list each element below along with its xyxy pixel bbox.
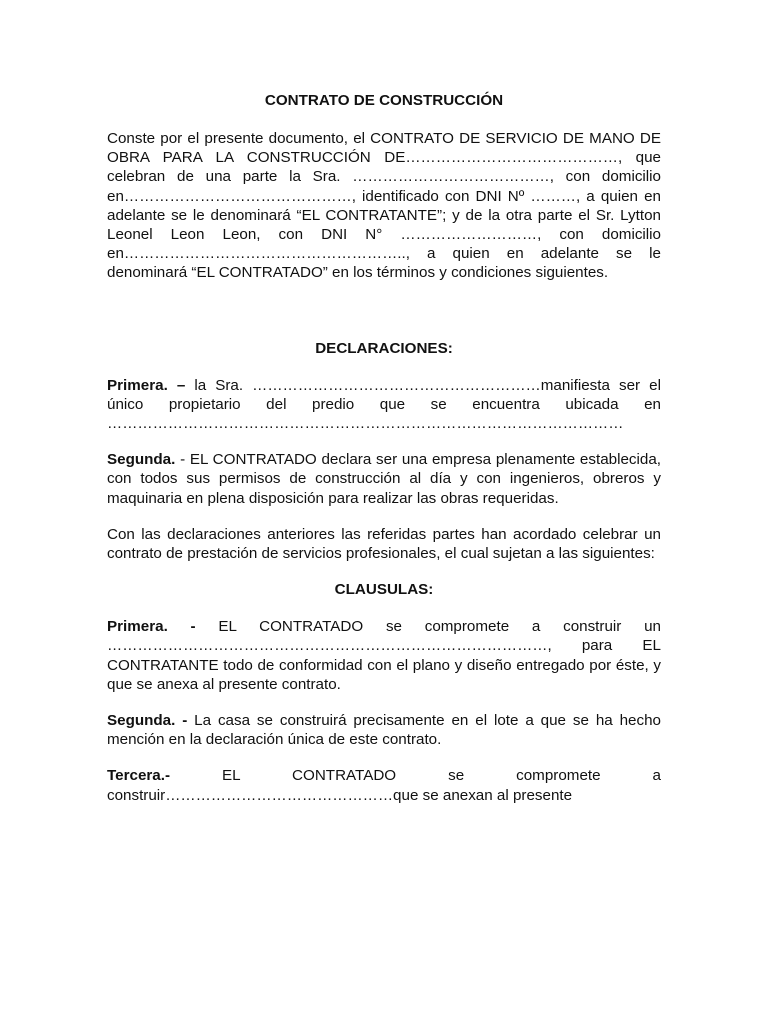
- clause-second-label: Segunda. -: [107, 712, 188, 730]
- declaration-first-text: la Sra. …………………………………………………manifiesta ser el único propietario del predio que se encuentra ubicada en …………………………………………………………………………………………: [107, 376, 661, 433]
- intro-paragraph: Conste por el presente documento, el CONTRATO DE SERVICIO DE MANO DE OBRA PARA LA CONSTRUCCIÓN DE……………………………………, que celebran de una parte la Sra. …………………………………, con domicilio en………………………………………, identificado con DNI Nº ………, a quien en adelante se le denominará “EL CONTRATANTE”; y de la otra parte el Sr. Lytton Leonel Leon Leon, con DNI N° ………………………, con domicilio en……………………………………………….., a quien en adelante se le denominará “EL CONTRATADO” en los términos y condiciones siguientes.: [107, 130, 661, 282]
- declaration-second-text: - EL CONTRATADO declara ser una empresa plenamente establecida, con todos sus permisos de construcción al día y con ingenieros, obreros y maquinaria en plena disposición para realizar las obras requeridas.: [107, 451, 661, 507]
- declaration-first-label: Primera. –: [107, 376, 186, 394]
- clause-second-text: La casa se construirá precisamente en el lote a que se ha hecho mención en la declaración única de este contrato.: [107, 712, 661, 749]
- declaration-first: [107, 376, 661, 434]
- clause-first: [107, 617, 661, 694]
- clause-second: [107, 711, 661, 749]
- declarations-heading: DECLARACIONES:: [315, 339, 453, 357]
- clause-first-text: EL CONTRATADO se compromete a construir un ……………………………………………………………………………, para EL CONTRATANTE todo de conformidad con el plano y diseño entregado por éste, y que se anexa al presente contrato.: [107, 618, 661, 693]
- declarations-closing-paragraph: Con las declaraciones anteriores las referidas partes han acordado celebrar un contrato de prestación de servicios profesionales, el cual sujetan a las siguientes:: [107, 525, 661, 563]
- declaration-second: [107, 450, 661, 508]
- clause-third-text: EL CONTRATADO se compromete a construir………………………………………que se anexan al presente: [107, 767, 661, 804]
- clauses-heading: CLAUSULAS:: [334, 581, 434, 599]
- clause-first-label: Primera. -: [107, 618, 196, 636]
- clause-third-label: Tercera.-: [107, 767, 171, 785]
- clause-third: [107, 766, 661, 804]
- document-title: CONTRATO DE CONSTRUCCIÓN: [264, 92, 504, 109]
- declaration-second-label: Segunda.: [107, 451, 176, 469]
